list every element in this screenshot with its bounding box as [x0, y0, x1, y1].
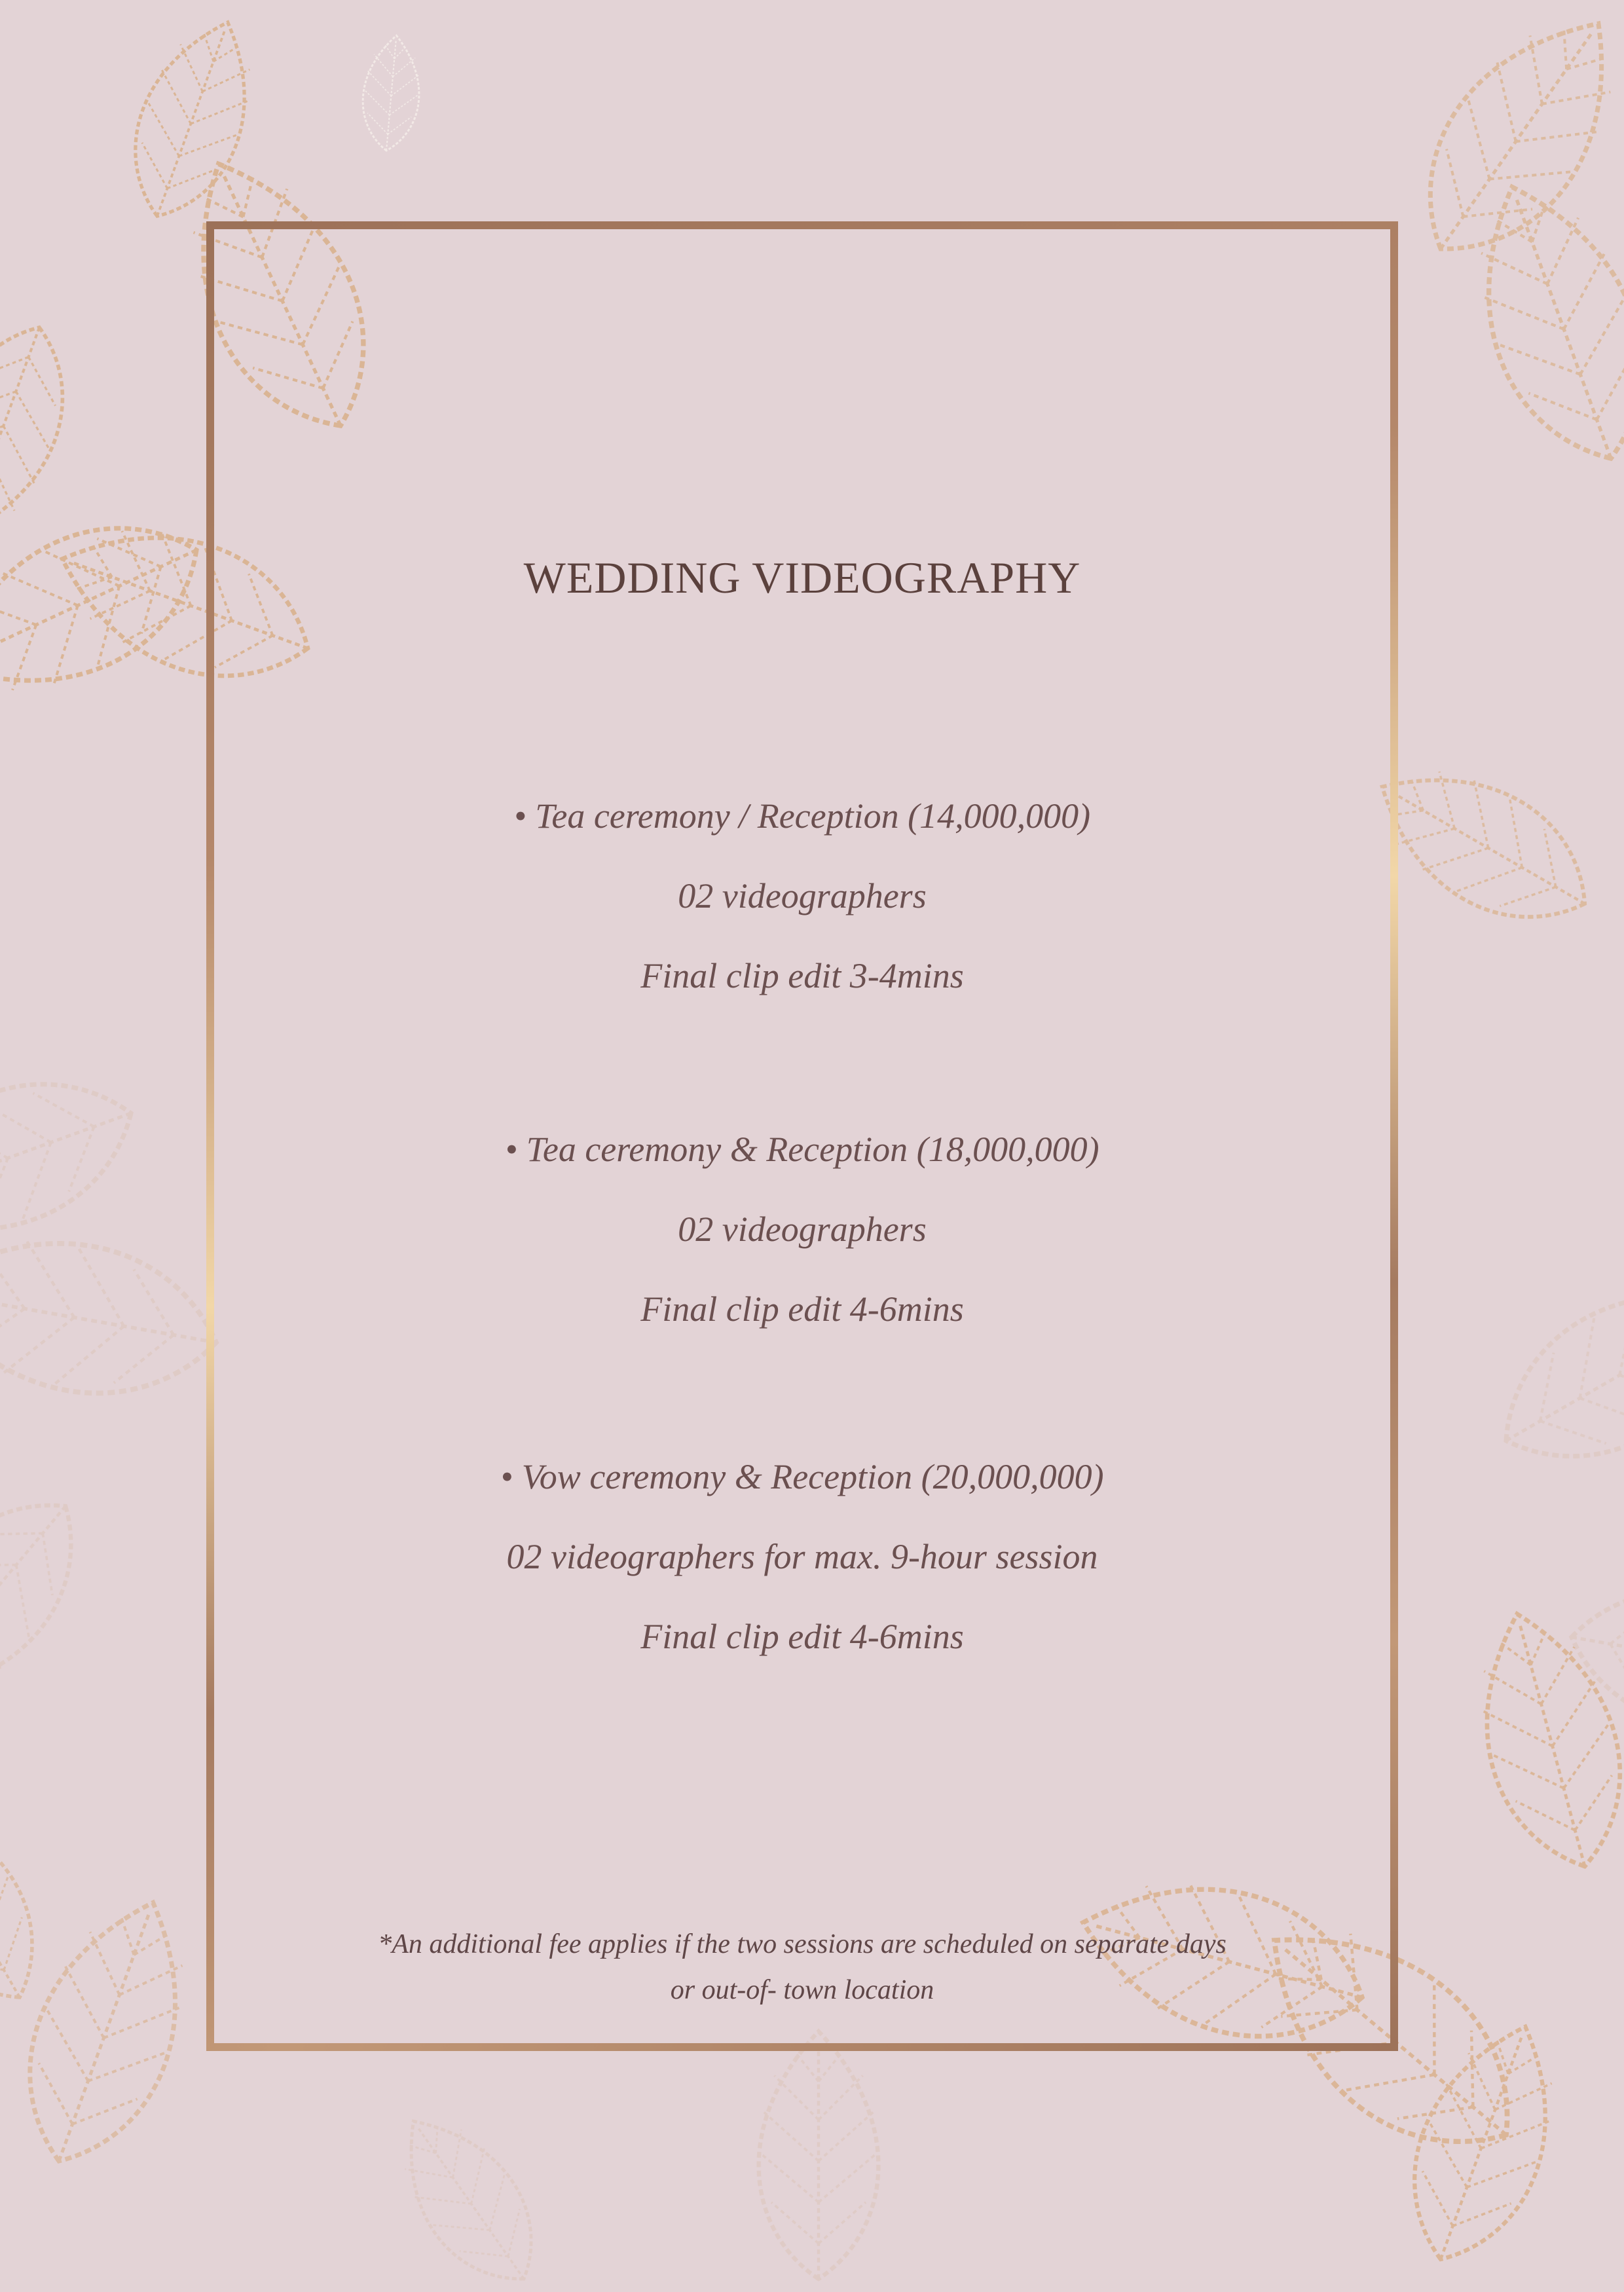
footnote-line-2: or out-of- town location	[670, 1975, 934, 2005]
price-card	[206, 221, 1398, 2051]
page-title: WEDDING VIDEOGRAPHY	[523, 553, 1081, 602]
package-3-detail-2: Final clip edit 4-6mins	[640, 1617, 964, 1656]
package-1-detail-2: Final clip edit 3-4mins	[640, 956, 964, 995]
package-3-heading: • Vow ceremony & Reception (20,000,000)	[500, 1457, 1104, 1496]
package-2-detail-1: 02 videographers	[678, 1210, 927, 1249]
package-2-detail-2: Final clip edit 4-6mins	[640, 1289, 964, 1329]
footnote-line-1: *An additional fee applies if the two sessions are scheduled on separate days	[378, 1929, 1227, 1959]
package-3-detail-1: 02 videographers for max. 9-hour session	[506, 1537, 1098, 1576]
package-2-heading: • Tea ceremony & Reception (18,000,000)	[505, 1130, 1099, 1169]
package-1-heading: • Tea ceremony / Reception (14,000,000)	[513, 796, 1091, 836]
package-1-detail-1: 02 videographers	[678, 876, 927, 915]
